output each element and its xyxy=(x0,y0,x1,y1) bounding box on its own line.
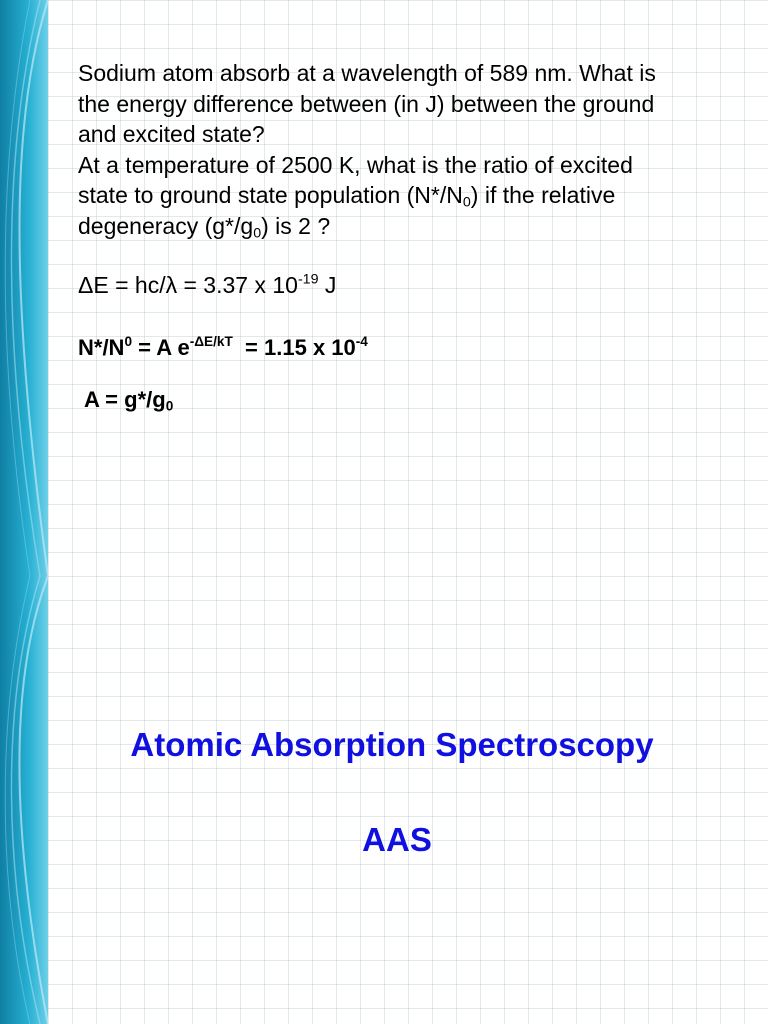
question-line-3: and excited state? xyxy=(78,121,265,147)
a-text: A = g*/g xyxy=(84,387,166,412)
line5-text-end: ) if the relative xyxy=(470,182,616,208)
delta-e-exponent: -19 xyxy=(297,271,319,288)
slide-subtitle: AAS xyxy=(362,821,432,858)
ratio-mid-text: = A e xyxy=(132,335,190,360)
line6-text: degeneracy (g*/g xyxy=(78,212,254,239)
question-line-2: the energy difference between (in J) between the ground xyxy=(78,90,655,117)
ratio-text: N*/N xyxy=(78,335,125,360)
delta-e-unit: J xyxy=(318,272,337,298)
line6-text-end: ) is 2 ? xyxy=(261,212,331,239)
question-line-5 xyxy=(78,180,738,211)
question-line-1: Sodium atom absorb at a wavelength of 589 nm. What is xyxy=(78,60,656,86)
population-ratio-formula xyxy=(78,335,368,361)
left-decorative-band xyxy=(0,0,48,576)
line5-text: state to ground state population (N*/N xyxy=(78,182,463,208)
delta-e-formula xyxy=(78,272,336,299)
question-line-6 xyxy=(78,211,738,242)
a-definition-formula xyxy=(84,387,173,413)
question-line-4: At a temperature of 2500 K, what is the ratio of excited xyxy=(78,151,633,178)
delta-e-text: ΔE = hc/λ = 3.37 x 10 xyxy=(78,272,298,298)
ratio-superscript-0: 0 xyxy=(124,334,133,350)
ratio-result-text: = 1.15 x 10 xyxy=(232,335,356,360)
line6-subscript: 0 xyxy=(253,225,262,242)
a-subscript: 0 xyxy=(165,398,174,414)
ratio-result-exponent: -4 xyxy=(355,334,368,350)
question-text xyxy=(78,58,738,241)
ratio-exponent: -ΔE/kT xyxy=(189,334,233,350)
line5-subscript: 0 xyxy=(462,194,471,211)
slide-2 xyxy=(0,576,768,1024)
left-decorative-band-2 xyxy=(0,576,48,1024)
slide-title: Atomic Absorption Spectroscopy xyxy=(130,726,654,763)
